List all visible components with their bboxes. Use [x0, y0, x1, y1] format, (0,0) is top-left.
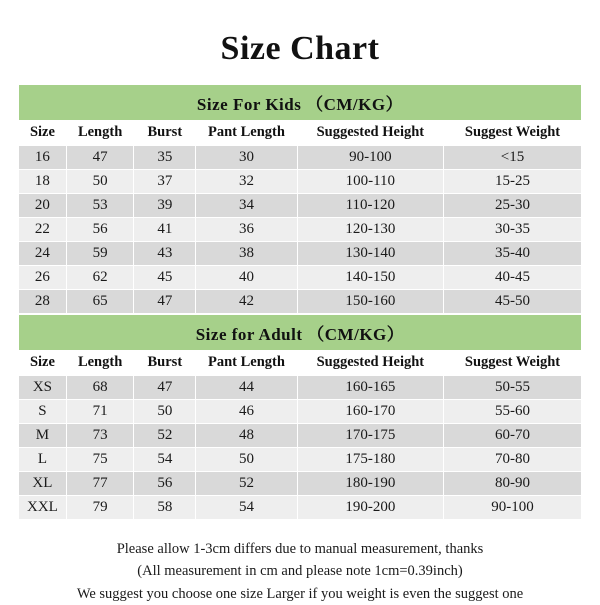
cell-pant-length: 34 — [196, 194, 297, 218]
cell-suggested-height: 190-200 — [297, 496, 443, 520]
cell-suggest-weight: 50-55 — [444, 376, 582, 400]
kids-table-band-header — [19, 85, 582, 121]
adult-table-band-header — [19, 315, 582, 351]
cell-burst: 45 — [134, 266, 196, 290]
cell-size: 24 — [19, 242, 67, 266]
cell-length: 79 — [66, 496, 134, 520]
note-line-1: Please allow 1-3cm differs due to manual measurement, thanks — [116, 541, 484, 557]
note-line-2: (All measurement in cm and please note 1cm=0.39inch) — [137, 563, 463, 580]
cell-size: 22 — [19, 218, 67, 242]
cell-pant-length: 32 — [196, 170, 297, 194]
cell-length: 68 — [66, 376, 134, 400]
cell-pant-length: 42 — [196, 290, 297, 314]
column-header-suggest-weight: Suggest Weight — [444, 351, 582, 376]
cell-suggested-height: 150-160 — [297, 290, 443, 314]
table-row — [19, 170, 582, 194]
column-header-suggested-height: Suggested Height — [297, 351, 443, 376]
cell-size: XL — [19, 472, 67, 496]
cell-suggest-weight: <15 — [444, 146, 582, 170]
cell-suggested-height: 90-100 — [297, 146, 443, 170]
adult-table-title: Size for Adult （CM/KG） — [19, 315, 582, 351]
cell-burst: 56 — [134, 472, 196, 496]
cell-suggest-weight: 55-60 — [444, 400, 582, 424]
cell-suggested-height: 110-120 — [297, 194, 443, 218]
cell-suggest-weight: 35-40 — [444, 242, 582, 266]
table-row — [19, 266, 582, 290]
cell-suggest-weight: 80-90 — [444, 472, 582, 496]
cell-burst: 50 — [134, 400, 196, 424]
column-header-size: Size — [19, 351, 67, 376]
column-header-size: Size — [19, 121, 67, 146]
cell-length: 73 — [66, 424, 134, 448]
cell-length: 50 — [66, 170, 134, 194]
cell-suggested-height: 175-180 — [297, 448, 443, 472]
column-header-burst: Burst — [134, 351, 196, 376]
cell-suggest-weight: 25-30 — [444, 194, 582, 218]
cell-pant-length: 30 — [196, 146, 297, 170]
column-header-suggested-height: Suggested Height — [297, 121, 443, 146]
cell-suggest-weight: 60-70 — [444, 424, 582, 448]
cell-suggest-weight: 70-80 — [444, 448, 582, 472]
cell-suggested-height: 140-150 — [297, 266, 443, 290]
cell-size: 28 — [19, 290, 67, 314]
cell-suggest-weight: 40-45 — [444, 266, 582, 290]
table-row — [19, 496, 582, 520]
cell-pant-length: 40 — [196, 266, 297, 290]
kids-table-title: Size For Kids （CM/KG） — [19, 85, 582, 121]
cell-size: 16 — [19, 146, 67, 170]
column-header-burst: Burst — [134, 121, 196, 146]
table-row — [19, 290, 582, 314]
cell-pant-length: 54 — [196, 496, 297, 520]
cell-length: 77 — [66, 472, 134, 496]
page-title: Size Chart — [220, 30, 380, 67]
table-row — [19, 218, 582, 242]
cell-size: XS — [19, 376, 67, 400]
cell-length: 62 — [66, 266, 134, 290]
cell-suggested-height: 160-165 — [297, 376, 443, 400]
cell-suggested-height: 120-130 — [297, 218, 443, 242]
cell-length: 56 — [66, 218, 134, 242]
column-header-suggest-weight: Suggest Weight — [444, 121, 582, 146]
cell-length: 65 — [66, 290, 134, 314]
cell-suggested-height: 130-140 — [297, 242, 443, 266]
cell-pant-length: 36 — [196, 218, 297, 242]
cell-suggested-height: 180-190 — [297, 472, 443, 496]
cell-burst: 35 — [134, 146, 196, 170]
cell-length: 53 — [66, 194, 134, 218]
cell-burst: 58 — [134, 496, 196, 520]
table-row — [19, 146, 582, 170]
column-header-length: Length — [66, 351, 134, 376]
cell-pant-length: 46 — [196, 400, 297, 424]
cell-burst: 47 — [134, 290, 196, 314]
table-row — [19, 376, 582, 400]
column-header-pant-length: Pant Length — [196, 121, 297, 146]
adult-size-table — [18, 314, 582, 520]
measurement-notes — [18, 538, 582, 605]
adult-table-column-headers — [19, 351, 582, 376]
kids-table-column-headers — [19, 121, 582, 146]
cell-size: XXL — [19, 496, 67, 520]
cell-size: 20 — [19, 194, 67, 218]
kids-size-table — [18, 84, 582, 314]
table-row — [19, 472, 582, 496]
cell-length: 75 — [66, 448, 134, 472]
cell-pant-length: 50 — [196, 448, 297, 472]
cell-suggest-weight: 90-100 — [444, 496, 582, 520]
cell-suggested-height: 170-175 — [297, 424, 443, 448]
cell-length: 59 — [66, 242, 134, 266]
cell-pant-length: 38 — [196, 242, 297, 266]
column-header-pant-length: Pant Length — [196, 351, 297, 376]
column-header-length: Length — [66, 121, 134, 146]
cell-pant-length: 48 — [196, 424, 297, 448]
cell-length: 47 — [66, 146, 134, 170]
cell-pant-length: 52 — [196, 472, 297, 496]
cell-size: 26 — [19, 266, 67, 290]
cell-size: S — [19, 400, 67, 424]
cell-length: 71 — [66, 400, 134, 424]
cell-burst: 52 — [134, 424, 196, 448]
cell-size: L — [19, 448, 67, 472]
cell-suggest-weight: 30-35 — [444, 218, 582, 242]
cell-suggested-height: 100-110 — [297, 170, 443, 194]
cell-pant-length: 44 — [196, 376, 297, 400]
table-row — [19, 194, 582, 218]
cell-burst: 41 — [134, 218, 196, 242]
cell-suggest-weight: 45-50 — [444, 290, 582, 314]
cell-suggested-height: 160-170 — [297, 400, 443, 424]
table-row — [19, 400, 582, 424]
cell-burst: 47 — [134, 376, 196, 400]
cell-size: 18 — [19, 170, 67, 194]
cell-burst: 39 — [134, 194, 196, 218]
note-line-3: We suggest you choose one size Larger if you weight is even the suggest one — [76, 585, 524, 602]
table-row — [19, 448, 582, 472]
cell-burst: 43 — [134, 242, 196, 266]
cell-size: M — [19, 424, 67, 448]
table-row — [19, 242, 582, 266]
cell-burst: 54 — [134, 448, 196, 472]
cell-burst: 37 — [134, 170, 196, 194]
table-row — [19, 424, 582, 448]
cell-suggest-weight: 15-25 — [444, 170, 582, 194]
